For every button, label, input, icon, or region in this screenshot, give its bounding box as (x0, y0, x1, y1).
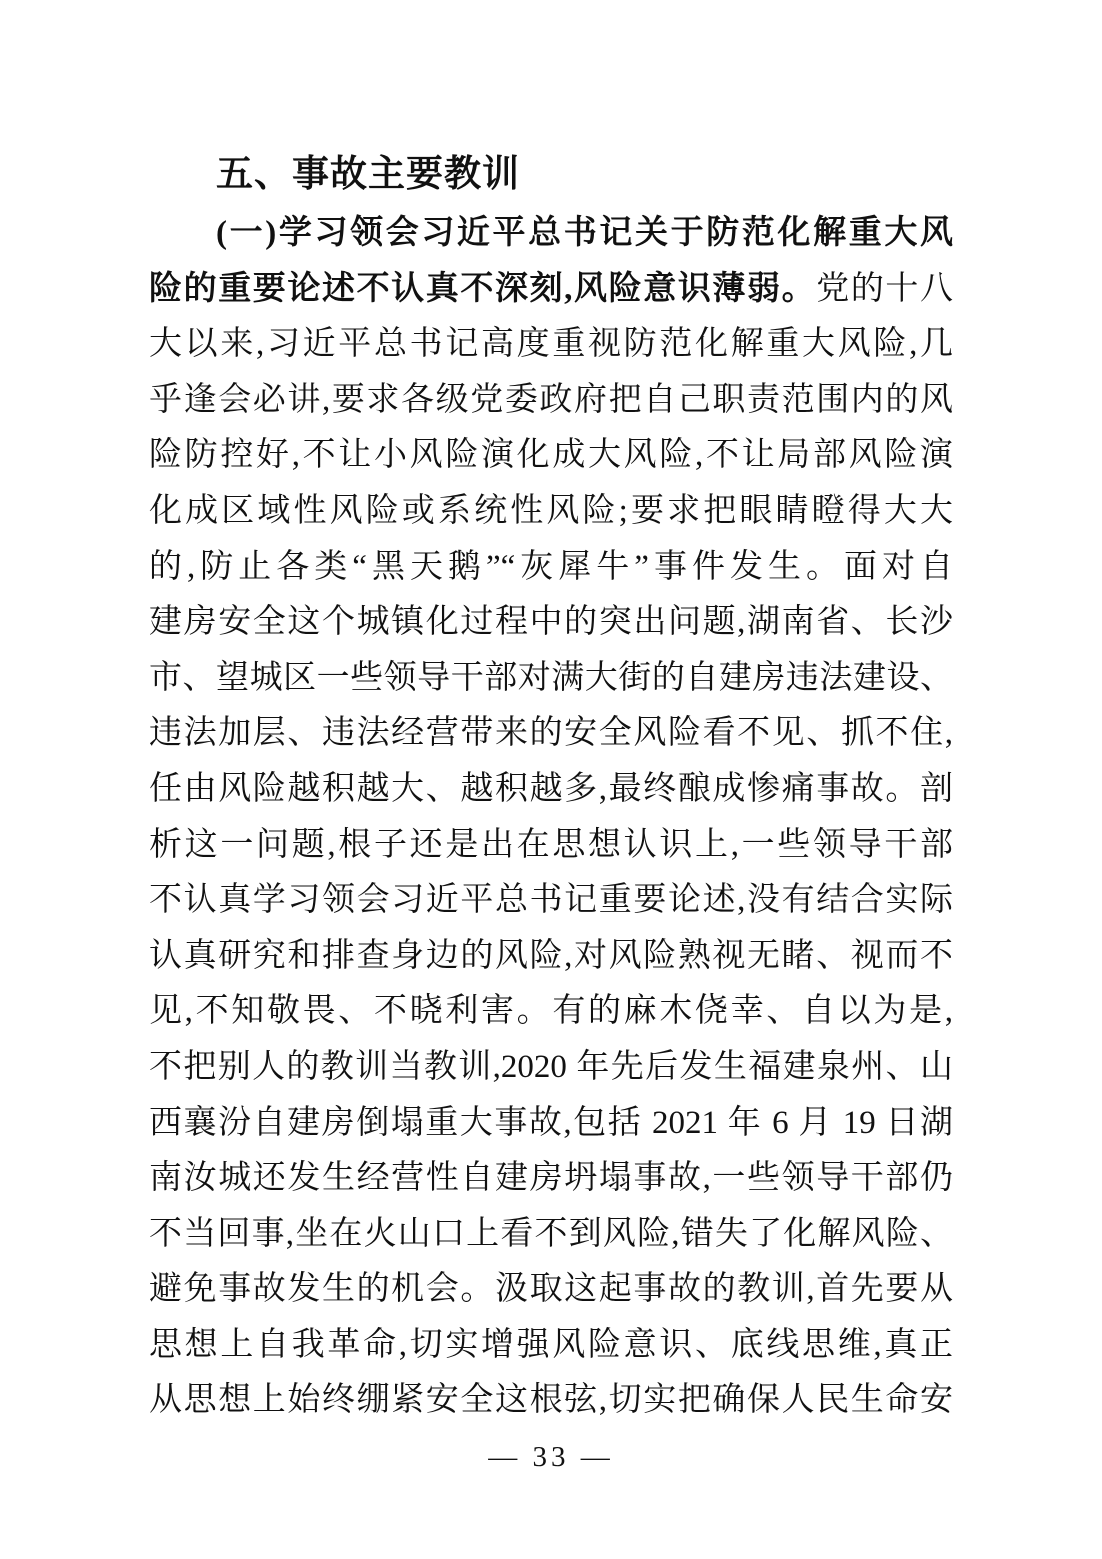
text-segment: 化成区域性风险或系统性风险;要求把眼睛瞪得大大 (149, 492, 953, 529)
text-segment: 险防控好,不让小风险演化成大风险,不让局部风险演 (149, 437, 953, 474)
text-line (149, 818, 953, 874)
text-segment: 不把别人的教训当教训,2020 年先后发生福建泉州、山 (149, 1048, 953, 1085)
bold-text-segment: (一)学习领会习近平总书记关于防范化解重大风 (216, 215, 953, 251)
text-line (149, 1262, 953, 1318)
page-number: — 33 — (488, 1441, 614, 1473)
text-line (149, 262, 953, 318)
bold-text-segment: 险的重要论述不认真不深刻,风险意识薄弱。 (149, 270, 817, 307)
text-line (149, 929, 953, 985)
text-segment: 党的十八 (816, 270, 953, 307)
text-line (149, 540, 953, 596)
text-line (149, 206, 953, 262)
text-segment: 南汝城还发生经营性自建房坍塌事故,一些领导干部仍 (149, 1160, 953, 1197)
text-line (149, 1207, 953, 1263)
text-segment: 从思想上始终绷紧安全这根弦,切实把确保人民生命安 (149, 1382, 953, 1419)
paragraph-lines (149, 206, 953, 1429)
text-line (149, 428, 953, 484)
text-line (149, 1318, 953, 1374)
text-line (149, 651, 953, 707)
text-line (149, 1373, 953, 1429)
text-line (149, 1040, 953, 1096)
text-segment: 违法加层、违法经营带来的安全风险看不见、抓不住, (149, 715, 953, 752)
section-heading: 五、事故主要教训 (216, 153, 520, 194)
text-segment: 的,防止各类“黑天鹅”“灰犀牛”事件发生。面对自 (149, 548, 953, 585)
text-segment: 市、望城区一些领导干部对满大街的自建房违法建设、 (149, 659, 953, 696)
text-line (149, 706, 953, 762)
text-segment: 不当回事,坐在火山口上看不到风险,错失了化解风险、 (149, 1215, 953, 1252)
text-segment: 乎逢会必讲,要求各级党委政府把自己职责范围内的风 (149, 381, 953, 418)
text-segment: 认真研究和排查身边的风险,对风险熟视无睹、视而不 (149, 937, 953, 974)
text-segment: 避免事故发生的机会。汲取这起事故的教训,首先要从 (149, 1271, 953, 1308)
text-segment: 大以来,习近平总书记高度重视防范化解重大风险,几 (149, 326, 953, 363)
text-line (149, 373, 953, 429)
text-line (149, 762, 953, 818)
text-line (149, 984, 953, 1040)
text-line (149, 1096, 953, 1152)
text-line (149, 484, 953, 540)
text-line (149, 317, 953, 373)
text-line (149, 1151, 953, 1207)
text-segment: 不认真学习领会习近平总书记重要论述,没有结合实际 (149, 882, 953, 919)
text-line (149, 595, 953, 651)
text-segment: 见,不知敬畏、不晓利害。有的麻木侥幸、自以为是, (149, 993, 953, 1030)
text-segment: 任由风险越积越大、越积越多,最终酿成惨痛事故。剖 (149, 770, 953, 807)
text-segment: 析这一问题,根子还是出在思想认识上,一些领导干部 (149, 826, 953, 863)
text-segment: 思想上自我革命,切实增强风险意识、底线思维,真正 (149, 1326, 953, 1363)
text-line (149, 873, 953, 929)
text-block (149, 152, 953, 1429)
text-segment: 建房安全这个城镇化过程中的突出问题,湖南省、长沙 (149, 604, 953, 641)
text-segment: 西襄汾自建房倒塌重大事故,包括 2021 年 6 月 19 日湖 (149, 1104, 953, 1141)
